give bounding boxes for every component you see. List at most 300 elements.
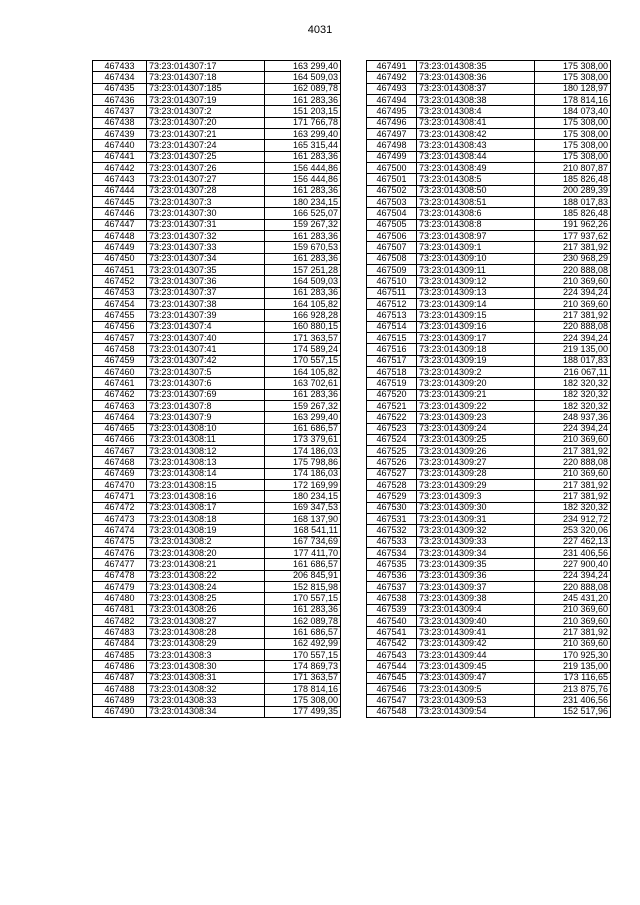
cadastral-value-cell: 161 283,36 bbox=[265, 151, 341, 162]
record-id-cell: 467483 bbox=[93, 627, 147, 638]
table-row bbox=[93, 389, 341, 400]
table-row bbox=[93, 344, 341, 355]
cadastral-value-cell: 210 369,60 bbox=[535, 604, 611, 615]
cadastral-number-cell: 73:23:014307:33 bbox=[147, 242, 265, 253]
table-row bbox=[93, 582, 341, 593]
cadastral-number-cell: 73:23:014307:21 bbox=[147, 128, 265, 139]
cadastral-value-cell: 245 431,20 bbox=[535, 593, 611, 604]
cadastral-value-cell: 184 073,40 bbox=[535, 106, 611, 117]
table-row bbox=[93, 117, 341, 128]
table-row bbox=[93, 468, 341, 479]
table-row bbox=[93, 208, 341, 219]
record-id-cell: 467509 bbox=[367, 264, 417, 275]
table-row bbox=[367, 434, 611, 445]
record-id-cell: 467536 bbox=[367, 570, 417, 581]
record-id-cell: 467548 bbox=[367, 706, 417, 717]
table-row bbox=[93, 242, 341, 253]
record-id-cell: 467540 bbox=[367, 616, 417, 627]
record-id-cell: 467453 bbox=[93, 287, 147, 298]
record-id-cell: 467542 bbox=[367, 638, 417, 649]
cadastral-value-cell: 216 067,11 bbox=[535, 366, 611, 377]
cadastral-value-cell: 165 315,44 bbox=[265, 140, 341, 151]
record-id-cell: 467546 bbox=[367, 684, 417, 695]
table-row bbox=[93, 355, 341, 366]
cadastral-number-cell: 73:23:014309:4 bbox=[417, 604, 535, 615]
record-id-cell: 467481 bbox=[93, 604, 147, 615]
record-id-cell: 467436 bbox=[93, 94, 147, 105]
cadastral-value-cell: 210 369,60 bbox=[535, 298, 611, 309]
record-id-cell: 467538 bbox=[367, 593, 417, 604]
table-row bbox=[93, 650, 341, 661]
record-id-cell: 467490 bbox=[93, 706, 147, 717]
table-row bbox=[367, 355, 611, 366]
cadastral-number-cell: 73:23:014309:20 bbox=[417, 378, 535, 389]
record-id-cell: 467446 bbox=[93, 208, 147, 219]
cadastral-number-cell: 73:23:014309:28 bbox=[417, 468, 535, 479]
table-row bbox=[367, 242, 611, 253]
table-row bbox=[367, 559, 611, 570]
cadastral-value-cell: 175 308,00 bbox=[535, 117, 611, 128]
cadastral-value-cell: 175 308,00 bbox=[535, 151, 611, 162]
cadastral-number-cell: 73:23:014308:26 bbox=[147, 604, 265, 615]
cadastral-value-cell: 175 308,00 bbox=[535, 140, 611, 151]
record-id-cell: 467518 bbox=[367, 366, 417, 377]
cadastral-value-cell: 182 320,32 bbox=[535, 378, 611, 389]
table-row bbox=[367, 684, 611, 695]
record-id-cell: 467502 bbox=[367, 185, 417, 196]
cadastral-value-cell: 161 283,36 bbox=[265, 253, 341, 264]
cadastral-number-cell: 73:23:014309:23 bbox=[417, 412, 535, 423]
cadastral-number-cell: 73:23:014307:40 bbox=[147, 332, 265, 343]
record-id-cell: 467480 bbox=[93, 593, 147, 604]
cadastral-table-left bbox=[92, 60, 341, 718]
cadastral-value-cell: 220 888,08 bbox=[535, 321, 611, 332]
cadastral-value-cell: 175 798,86 bbox=[265, 457, 341, 468]
table-row bbox=[367, 480, 611, 491]
cadastral-number-cell: 73:23:014309:45 bbox=[417, 661, 535, 672]
cadastral-number-cell: 73:23:014307:69 bbox=[147, 389, 265, 400]
cadastral-number-cell: 73:23:014308:14 bbox=[147, 468, 265, 479]
cadastral-value-cell: 166 928,28 bbox=[265, 310, 341, 321]
cadastral-number-cell: 73:23:014308:19 bbox=[147, 525, 265, 536]
cadastral-number-cell: 73:23:014308:38 bbox=[417, 94, 535, 105]
record-id-cell: 467439 bbox=[93, 128, 147, 139]
table-row bbox=[367, 61, 611, 72]
cadastral-number-cell: 73:23:014308:22 bbox=[147, 570, 265, 581]
cadastral-number-cell: 73:23:014309:40 bbox=[417, 616, 535, 627]
cadastral-number-cell: 73:23:014308:11 bbox=[147, 434, 265, 445]
cadastral-value-cell: 220 888,08 bbox=[535, 264, 611, 275]
record-id-cell: 467491 bbox=[367, 61, 417, 72]
cadastral-number-cell: 73:23:014307:38 bbox=[147, 298, 265, 309]
cadastral-value-cell: 219 135,00 bbox=[535, 661, 611, 672]
cadastral-value-cell: 200 289,39 bbox=[535, 185, 611, 196]
cadastral-number-cell: 73:23:014309:31 bbox=[417, 514, 535, 525]
cadastral-number-cell: 73:23:014308:8 bbox=[417, 219, 535, 230]
cadastral-value-cell: 217 381,92 bbox=[535, 310, 611, 321]
table-row bbox=[367, 151, 611, 162]
cadastral-value-cell: 175 308,00 bbox=[535, 72, 611, 83]
record-id-cell: 467510 bbox=[367, 276, 417, 287]
cadastral-value-cell: 168 541,11 bbox=[265, 525, 341, 536]
record-id-cell: 467534 bbox=[367, 548, 417, 559]
cadastral-value-cell: 217 381,92 bbox=[535, 627, 611, 638]
cadastral-value-cell: 152 815,98 bbox=[265, 582, 341, 593]
record-id-cell: 467471 bbox=[93, 491, 147, 502]
table-row bbox=[367, 264, 611, 275]
cadastral-value-cell: 178 814,16 bbox=[535, 94, 611, 105]
record-id-cell: 467452 bbox=[93, 276, 147, 287]
table-row bbox=[93, 661, 341, 672]
cadastral-number-cell: 73:23:014309:44 bbox=[417, 650, 535, 661]
table-row bbox=[93, 627, 341, 638]
cadastral-value-cell: 163 299,40 bbox=[265, 61, 341, 72]
record-id-cell: 467455 bbox=[93, 310, 147, 321]
record-id-cell: 467526 bbox=[367, 457, 417, 468]
cadastral-value-cell: 217 381,92 bbox=[535, 491, 611, 502]
record-id-cell: 467464 bbox=[93, 412, 147, 423]
record-id-cell: 467517 bbox=[367, 355, 417, 366]
cadastral-value-cell: 163 702,61 bbox=[265, 378, 341, 389]
table-row bbox=[93, 83, 341, 94]
table-row bbox=[93, 672, 341, 683]
table-row bbox=[367, 400, 611, 411]
cadastral-value-cell: 174 186,03 bbox=[265, 446, 341, 457]
table-row bbox=[367, 140, 611, 151]
record-id-cell: 467499 bbox=[367, 151, 417, 162]
cadastral-number-cell: 73:23:014309:22 bbox=[417, 400, 535, 411]
page-number: 4031 bbox=[307, 24, 333, 36]
cadastral-value-cell: 224 394,24 bbox=[535, 423, 611, 434]
record-id-cell: 467529 bbox=[367, 491, 417, 502]
table-row bbox=[367, 174, 611, 185]
cadastral-value-cell: 174 186,03 bbox=[265, 468, 341, 479]
cadastral-value-cell: 217 381,92 bbox=[535, 446, 611, 457]
cadastral-value-cell: 224 394,24 bbox=[535, 287, 611, 298]
table-row bbox=[93, 61, 341, 72]
table-row bbox=[367, 219, 611, 230]
cadastral-number-cell: 73:23:014308:10 bbox=[147, 423, 265, 434]
cadastral-value-cell: 174 869,73 bbox=[265, 661, 341, 672]
cadastral-value-cell: 164 105,82 bbox=[265, 366, 341, 377]
cadastral-number-cell: 73:23:014308:21 bbox=[147, 559, 265, 570]
record-id-cell: 467456 bbox=[93, 321, 147, 332]
cadastral-value-cell: 156 444,86 bbox=[265, 162, 341, 173]
cadastral-value-cell: 220 888,08 bbox=[535, 457, 611, 468]
cadastral-number-cell: 73:23:014309:38 bbox=[417, 593, 535, 604]
record-id-cell: 467524 bbox=[367, 434, 417, 445]
cadastral-number-cell: 73:23:014307:19 bbox=[147, 94, 265, 105]
cadastral-value-cell: 188 017,83 bbox=[535, 196, 611, 207]
cadastral-number-cell: 73:23:014308:15 bbox=[147, 480, 265, 491]
cadastral-value-cell: 217 381,92 bbox=[535, 480, 611, 491]
table-row bbox=[367, 593, 611, 604]
table-row bbox=[367, 548, 611, 559]
cadastral-number-cell: 73:23:014308:34 bbox=[147, 706, 265, 717]
cadastral-value-cell: 227 900,40 bbox=[535, 559, 611, 570]
cadastral-number-cell: 73:23:014307:20 bbox=[147, 117, 265, 128]
cadastral-number-cell: 73:23:014309:13 bbox=[417, 287, 535, 298]
record-id-cell: 467513 bbox=[367, 310, 417, 321]
record-id-cell: 467459 bbox=[93, 355, 147, 366]
cadastral-value-cell: 159 670,53 bbox=[265, 242, 341, 253]
cadastral-number-cell: 73:23:014308:2 bbox=[147, 536, 265, 547]
table-row bbox=[93, 423, 341, 434]
record-id-cell: 467531 bbox=[367, 514, 417, 525]
table-row bbox=[367, 706, 611, 717]
cadastral-value-cell: 166 525,07 bbox=[265, 208, 341, 219]
cadastral-value-cell: 161 283,36 bbox=[265, 185, 341, 196]
cadastral-value-cell: 157 251,28 bbox=[265, 264, 341, 275]
record-id-cell: 467469 bbox=[93, 468, 147, 479]
cadastral-value-cell: 162 089,78 bbox=[265, 83, 341, 94]
cadastral-value-cell: 231 406,56 bbox=[535, 548, 611, 559]
record-id-cell: 467521 bbox=[367, 400, 417, 411]
table-row bbox=[367, 389, 611, 400]
cadastral-table-right bbox=[366, 60, 611, 718]
record-id-cell: 467470 bbox=[93, 480, 147, 491]
record-id-cell: 467504 bbox=[367, 208, 417, 219]
cadastral-number-cell: 73:23:014308:32 bbox=[147, 684, 265, 695]
record-id-cell: 467484 bbox=[93, 638, 147, 649]
table-row bbox=[367, 570, 611, 581]
cadastral-number-cell: 73:23:014308:3 bbox=[147, 650, 265, 661]
record-id-cell: 467485 bbox=[93, 650, 147, 661]
cadastral-number-cell: 73:23:014307:36 bbox=[147, 276, 265, 287]
table-row bbox=[93, 196, 341, 207]
table-row bbox=[93, 128, 341, 139]
record-id-cell: 467482 bbox=[93, 616, 147, 627]
table-row bbox=[367, 525, 611, 536]
record-id-cell: 467447 bbox=[93, 219, 147, 230]
table-row bbox=[367, 502, 611, 513]
cadastral-value-cell: 161 283,36 bbox=[265, 604, 341, 615]
table-row bbox=[367, 276, 611, 287]
cadastral-value-cell: 161 283,36 bbox=[265, 287, 341, 298]
record-id-cell: 467520 bbox=[367, 389, 417, 400]
cadastral-value-cell: 177 937,62 bbox=[535, 230, 611, 241]
record-id-cell: 467533 bbox=[367, 536, 417, 547]
record-id-cell: 467493 bbox=[367, 83, 417, 94]
record-id-cell: 467495 bbox=[367, 106, 417, 117]
table-row bbox=[367, 446, 611, 457]
table-row bbox=[93, 72, 341, 83]
record-id-cell: 467466 bbox=[93, 434, 147, 445]
cadastral-value-cell: 164 509,03 bbox=[265, 276, 341, 287]
cadastral-number-cell: 73:23:014308:31 bbox=[147, 672, 265, 683]
cadastral-number-cell: 73:23:014309:37 bbox=[417, 582, 535, 593]
cadastral-number-cell: 73:23:014308:4 bbox=[417, 106, 535, 117]
table-row bbox=[93, 230, 341, 241]
cadastral-number-cell: 73:23:014309:10 bbox=[417, 253, 535, 264]
cadastral-number-cell: 73:23:014309:34 bbox=[417, 548, 535, 559]
record-id-cell: 467448 bbox=[93, 230, 147, 241]
record-id-cell: 467496 bbox=[367, 117, 417, 128]
cadastral-value-cell: 156 444,86 bbox=[265, 174, 341, 185]
table-row bbox=[367, 128, 611, 139]
cadastral-value-cell: 191 962,26 bbox=[535, 219, 611, 230]
record-id-cell: 467501 bbox=[367, 174, 417, 185]
record-id-cell: 467544 bbox=[367, 661, 417, 672]
cadastral-value-cell: 177 411,70 bbox=[265, 548, 341, 559]
cadastral-value-cell: 182 320,32 bbox=[535, 502, 611, 513]
record-id-cell: 467489 bbox=[93, 695, 147, 706]
table-row bbox=[93, 321, 341, 332]
record-id-cell: 467519 bbox=[367, 378, 417, 389]
cadastral-value-cell: 177 499,35 bbox=[265, 706, 341, 717]
cadastral-value-cell: 180 234,15 bbox=[265, 491, 341, 502]
cadastral-number-cell: 73:23:014309:21 bbox=[417, 389, 535, 400]
table-row bbox=[93, 684, 341, 695]
cadastral-value-cell: 170 557,15 bbox=[265, 650, 341, 661]
cadastral-value-cell: 175 308,00 bbox=[535, 128, 611, 139]
table-row bbox=[93, 457, 341, 468]
cadastral-value-cell: 182 320,32 bbox=[535, 389, 611, 400]
cadastral-number-cell: 73:23:014308:37 bbox=[417, 83, 535, 94]
cadastral-value-cell: 231 406,56 bbox=[535, 695, 611, 706]
table-row bbox=[93, 548, 341, 559]
cadastral-value-cell: 170 557,15 bbox=[265, 355, 341, 366]
table-row bbox=[367, 208, 611, 219]
record-id-cell: 467492 bbox=[367, 72, 417, 83]
cadastral-number-cell: 73:23:014309:5 bbox=[417, 684, 535, 695]
cadastral-value-cell: 170 557,15 bbox=[265, 593, 341, 604]
cadastral-number-cell: 73:23:014309:29 bbox=[417, 480, 535, 491]
cadastral-number-cell: 73:23:014307:185 bbox=[147, 83, 265, 94]
cadastral-number-cell: 73:23:014307:34 bbox=[147, 253, 265, 264]
table-row bbox=[93, 287, 341, 298]
table-row bbox=[93, 151, 341, 162]
cadastral-value-cell: 188 017,83 bbox=[535, 355, 611, 366]
record-id-cell: 467461 bbox=[93, 378, 147, 389]
record-id-cell: 467522 bbox=[367, 412, 417, 423]
record-id-cell: 467442 bbox=[93, 162, 147, 173]
cadastral-number-cell: 73:23:014308:13 bbox=[147, 457, 265, 468]
cadastral-value-cell: 219 135,00 bbox=[535, 344, 611, 355]
cadastral-number-cell: 73:23:014307:42 bbox=[147, 355, 265, 366]
table-row bbox=[367, 412, 611, 423]
table-row bbox=[367, 514, 611, 525]
cadastral-number-cell: 73:23:014309:12 bbox=[417, 276, 535, 287]
table-row bbox=[93, 638, 341, 649]
table-row bbox=[93, 310, 341, 321]
cadastral-number-cell: 73:23:014309:2 bbox=[417, 366, 535, 377]
table-row bbox=[367, 457, 611, 468]
cadastral-number-cell: 73:23:014308:24 bbox=[147, 582, 265, 593]
table-row bbox=[367, 344, 611, 355]
record-id-cell: 467545 bbox=[367, 672, 417, 683]
cadastral-number-cell: 73:23:014308:97 bbox=[417, 230, 535, 241]
record-id-cell: 467505 bbox=[367, 219, 417, 230]
record-id-cell: 467512 bbox=[367, 298, 417, 309]
table-row bbox=[93, 570, 341, 581]
cadastral-value-cell: 253 320,06 bbox=[535, 525, 611, 536]
cadastral-value-cell: 248 937,36 bbox=[535, 412, 611, 423]
record-id-cell: 467472 bbox=[93, 502, 147, 513]
record-id-cell: 467525 bbox=[367, 446, 417, 457]
cadastral-value-cell: 171 363,57 bbox=[265, 672, 341, 683]
record-id-cell: 467514 bbox=[367, 321, 417, 332]
cadastral-value-cell: 234 912,72 bbox=[535, 514, 611, 525]
cadastral-value-cell: 227 462,13 bbox=[535, 536, 611, 547]
cadastral-number-cell: 73:23:014307:3 bbox=[147, 196, 265, 207]
cadastral-number-cell: 73:23:014309:25 bbox=[417, 434, 535, 445]
record-id-cell: 467511 bbox=[367, 287, 417, 298]
cadastral-number-cell: 73:23:014307:2 bbox=[147, 106, 265, 117]
cadastral-number-cell: 73:23:014308:35 bbox=[417, 61, 535, 72]
cadastral-number-cell: 73:23:014308:20 bbox=[147, 548, 265, 559]
record-id-cell: 467530 bbox=[367, 502, 417, 513]
cadastral-value-cell: 160 880,15 bbox=[265, 321, 341, 332]
table-row bbox=[367, 321, 611, 332]
table-row bbox=[367, 604, 611, 615]
record-id-cell: 467457 bbox=[93, 332, 147, 343]
record-id-cell: 467497 bbox=[367, 128, 417, 139]
cadastral-number-cell: 73:23:014308:12 bbox=[147, 446, 265, 457]
cadastral-number-cell: 73:23:014307:39 bbox=[147, 310, 265, 321]
table-row bbox=[93, 298, 341, 309]
cadastral-number-cell: 73:23:014309:35 bbox=[417, 559, 535, 570]
cadastral-value-cell: 210 369,60 bbox=[535, 638, 611, 649]
record-id-cell: 467539 bbox=[367, 604, 417, 615]
cadastral-value-cell: 206 845,91 bbox=[265, 570, 341, 581]
cadastral-value-cell: 185 826,48 bbox=[535, 174, 611, 185]
cadastral-value-cell: 164 509,03 bbox=[265, 72, 341, 83]
cadastral-number-cell: 73:23:014309:54 bbox=[417, 706, 535, 717]
cadastral-value-cell: 174 589,24 bbox=[265, 344, 341, 355]
cadastral-number-cell: 73:23:014308:18 bbox=[147, 514, 265, 525]
cadastral-value-cell: 210 369,60 bbox=[535, 434, 611, 445]
cadastral-number-cell: 73:23:014308:27 bbox=[147, 616, 265, 627]
table-row bbox=[367, 582, 611, 593]
table-row bbox=[367, 378, 611, 389]
cadastral-value-cell: 159 267,32 bbox=[265, 219, 341, 230]
cadastral-value-cell: 161 686,57 bbox=[265, 627, 341, 638]
table-row bbox=[367, 298, 611, 309]
cadastral-value-cell: 170 925,30 bbox=[535, 650, 611, 661]
table-row bbox=[93, 106, 341, 117]
table-row bbox=[93, 695, 341, 706]
cadastral-value-cell: 161 283,36 bbox=[265, 94, 341, 105]
table-row bbox=[367, 94, 611, 105]
record-id-cell: 467444 bbox=[93, 185, 147, 196]
cadastral-number-cell: 73:23:014307:6 bbox=[147, 378, 265, 389]
record-id-cell: 467508 bbox=[367, 253, 417, 264]
record-id-cell: 467487 bbox=[93, 672, 147, 683]
cadastral-value-cell: 224 394,24 bbox=[535, 332, 611, 343]
cadastral-value-cell: 168 137,90 bbox=[265, 514, 341, 525]
cadastral-number-cell: 73:23:014308:36 bbox=[417, 72, 535, 83]
record-id-cell: 467435 bbox=[93, 83, 147, 94]
cadastral-number-cell: 73:23:014309:16 bbox=[417, 321, 535, 332]
cadastral-value-cell: 163 299,40 bbox=[265, 128, 341, 139]
cadastral-value-cell: 173 379,61 bbox=[265, 434, 341, 445]
record-id-cell: 467543 bbox=[367, 650, 417, 661]
cadastral-number-cell: 73:23:014309:33 bbox=[417, 536, 535, 547]
cadastral-number-cell: 73:23:014308:25 bbox=[147, 593, 265, 604]
record-id-cell: 467528 bbox=[367, 480, 417, 491]
table-row bbox=[367, 661, 611, 672]
table-row bbox=[367, 616, 611, 627]
record-id-cell: 467460 bbox=[93, 366, 147, 377]
cadastral-value-cell: 210 807,87 bbox=[535, 162, 611, 173]
cadastral-value-cell: 161 686,57 bbox=[265, 423, 341, 434]
record-id-cell: 467507 bbox=[367, 242, 417, 253]
cadastral-number-cell: 73:23:014309:19 bbox=[417, 355, 535, 366]
cadastral-number-cell: 73:23:014308:30 bbox=[147, 661, 265, 672]
record-id-cell: 467498 bbox=[367, 140, 417, 151]
cadastral-value-cell: 175 308,00 bbox=[265, 695, 341, 706]
